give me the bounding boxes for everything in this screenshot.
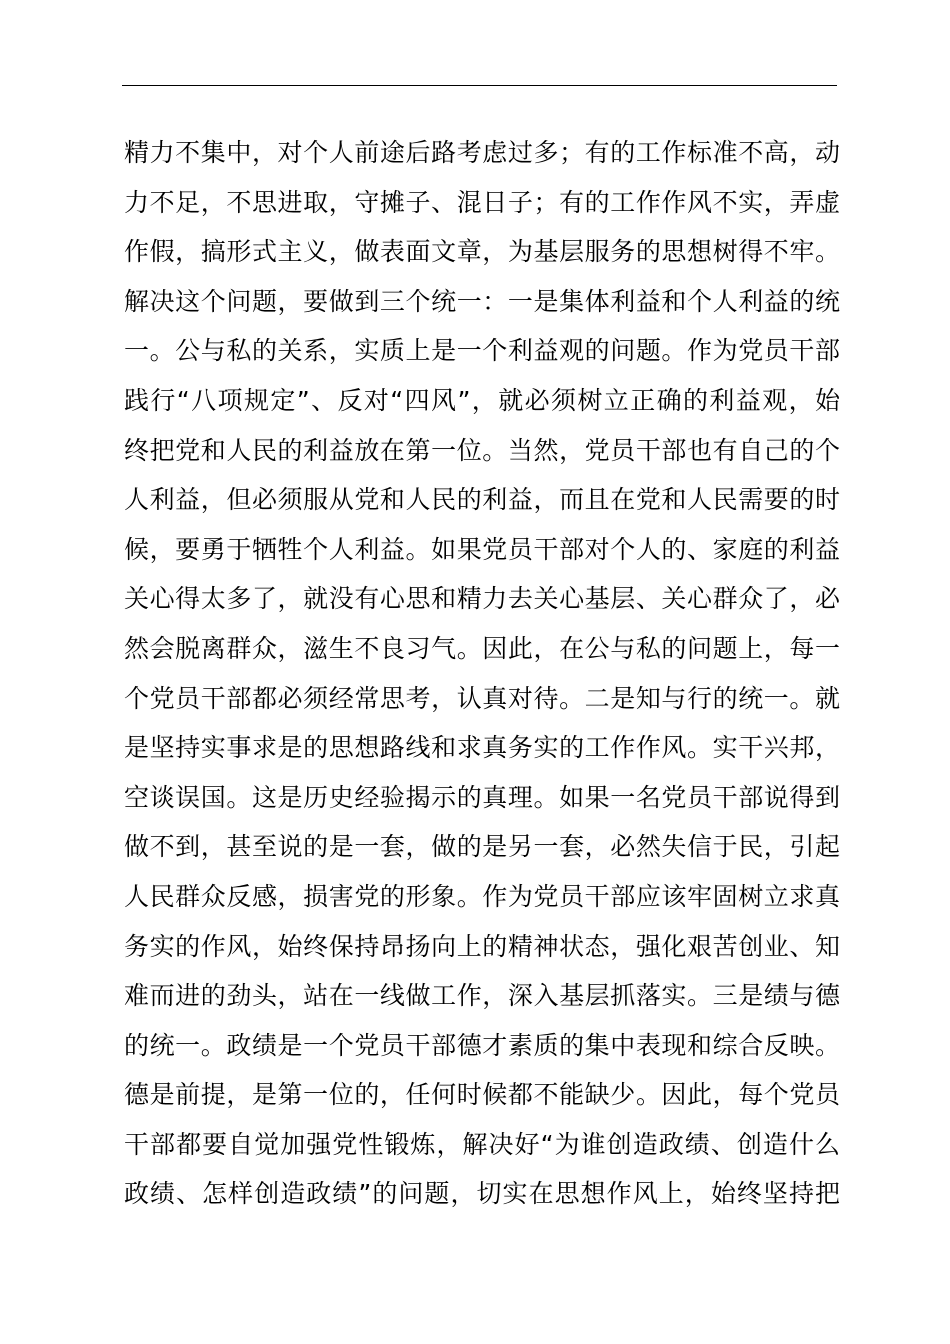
- text-line: 的统一。政绩是一个党员干部德才素质的集中表现和综合反映。: [124, 1030, 840, 1060]
- text-line: 一。公与私的关系，实质上是一个利益观的问题。作为党员干部: [124, 336, 840, 366]
- text-line: 精力不集中，对个人前途后路考虑过多；有的工作标准不高，动: [124, 138, 840, 167]
- text-line: 候，要勇于牺牲个人利益。如果党员干部对个人的、家庭的利益: [124, 534, 840, 564]
- text-line: 个党员干部都必须经常思考，认真对待。二是知与行的统一。就: [124, 683, 840, 713]
- document-body: [124, 128, 840, 1219]
- text-line: 关心得太多了，就没有心思和精力去关心基层、关心群众了，必: [124, 584, 840, 614]
- text-line: 然会脱离群众，滋生不良习气。因此，在公与私的问题上，每一: [124, 633, 840, 663]
- text-line: 德是前提，是第一位的，任何时候都不能缺少。因此，每个党员: [124, 1080, 840, 1110]
- text-line: 解决这个问题，要做到三个统一：一是集体利益和个人利益的统: [124, 286, 840, 316]
- text-line: 人利益，但必须服从党和人民的利益，而且在党和人民需要的时: [124, 485, 840, 515]
- text-line: 是坚持实事求是的思想路线和求真务实的工作作风。实干兴邦，: [124, 733, 840, 763]
- text-line: 政绩、怎样创造政绩”的问题，切实在思想作风上，始终坚持把: [124, 1179, 840, 1209]
- text-line: 践行“八项规定”、反对“四风”，就必须树立正确的利益观，始: [124, 385, 840, 415]
- text-line: 做不到，甚至说的是一套，做的是另一套，必然失信于民，引起: [124, 832, 840, 862]
- text-line: 空谈误国。这是历史经验揭示的真理。如果一名党员干部说得到: [124, 782, 840, 812]
- text-line: 人民群众反感，损害党的形象。作为党员干部应该牢固树立求真: [124, 881, 840, 911]
- text-line: 作假，搞形式主义，做表面文章，为基层服务的思想树得不牢。: [124, 237, 840, 267]
- text-line: 难而进的劲头，站在一线做工作，深入基层抓落实。三是绩与德: [124, 981, 840, 1011]
- text-line: 终把党和人民的利益放在第一位。当然，党员干部也有自己的个: [124, 435, 840, 465]
- text-line: 务实的作风，始终保持昂扬向上的精神状态，强化艰苦创业、知: [124, 931, 840, 961]
- text-line: 干部都要自觉加强党性锻炼，解决好“为谁创造政绩、创造什么: [124, 1129, 840, 1159]
- text-line: 力不足，不思进取，守摊子、混日子；有的工作作风不实，弄虚: [124, 187, 840, 217]
- header-rule: [122, 85, 837, 86]
